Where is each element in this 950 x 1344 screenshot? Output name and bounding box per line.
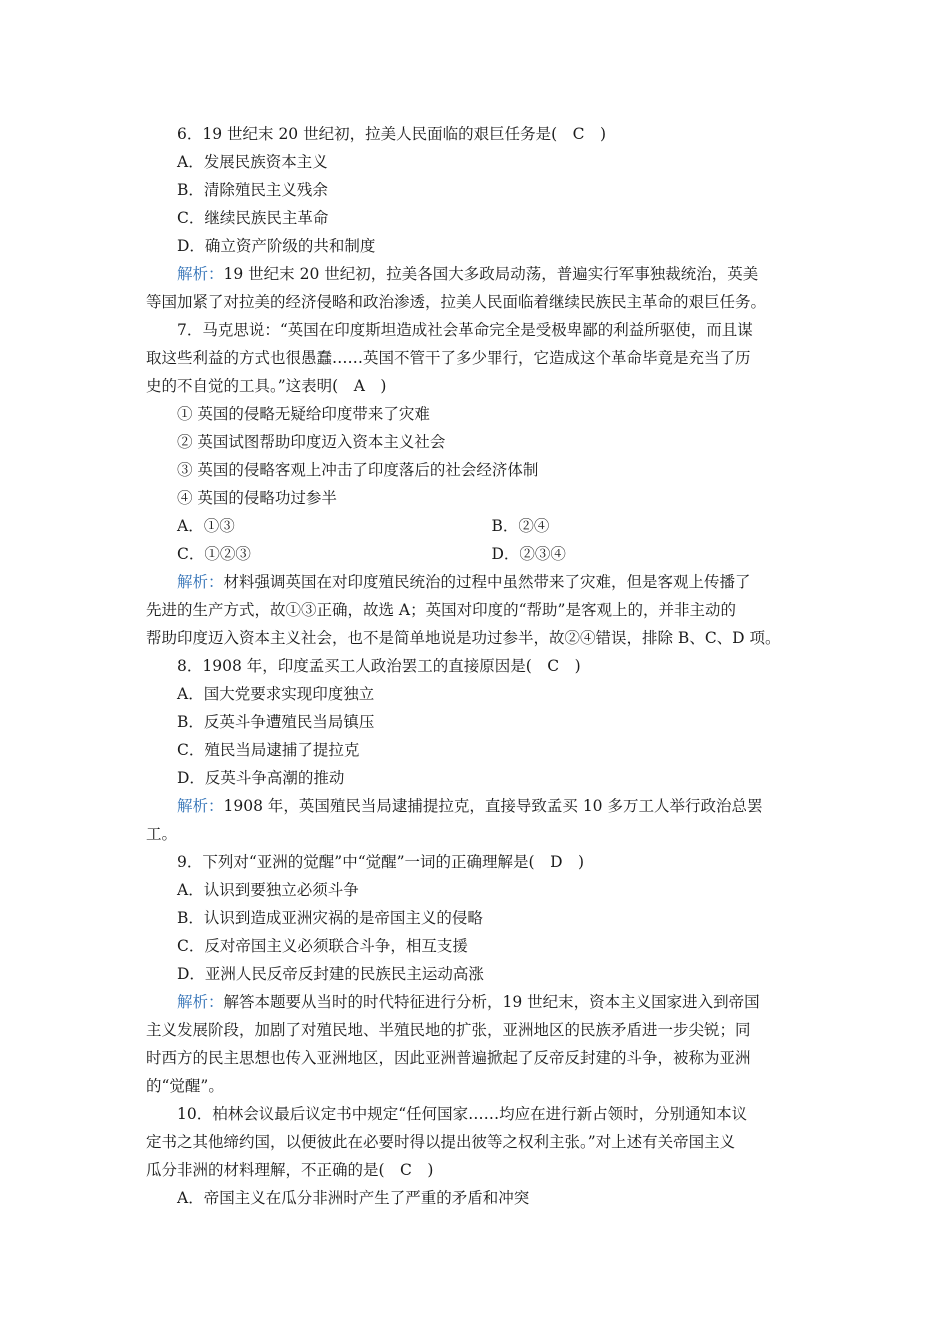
option-a: A．认识到要独立必须斗争: [177, 881, 359, 899]
question-stem: 定书之其他缔约国，以便彼此在必要时得以提出彼等之权利主张。”对上述有关帝国主义: [146, 1133, 736, 1151]
question-6: [146, 120, 806, 316]
option-row: [146, 540, 806, 568]
statement-1: ① 英国的侵略无疑给印度带来了灾难: [177, 405, 430, 423]
option-d: D．②③④: [491, 545, 566, 563]
option-a: A．国大党要求实现印度独立: [177, 685, 375, 703]
statement-2: ② 英国试图帮助印度迈入资本主义社会: [177, 433, 446, 451]
analysis-line: 时西方的民主思想也传入亚洲地区，因此亚洲普遍掀起了反帝反封建的斗争，被称为亚洲: [146, 1049, 751, 1067]
question-stem: 10．柏林会议最后议定书中规定“任何国家……均应在进行新占领时，分别通知本议: [177, 1105, 748, 1123]
question-stem: 7．马克思说：“英国在印度斯坦造成社会革命完全是受极卑鄙的利益所驱使，而且谋: [177, 321, 753, 339]
analysis-label: 解析：: [177, 265, 224, 283]
option-d: D．亚洲人民反帝反封建的民族民主运动高涨: [177, 965, 484, 983]
option-d: D．反英斗争高潮的推动: [177, 769, 345, 787]
option-b: B．认识到造成亚洲灾祸的是帝国主义的侵略: [177, 909, 483, 927]
statement-3: ③ 英国的侵略客观上冲击了印度落后的社会经济体制: [177, 461, 539, 479]
option-c: C．反对帝国主义必须联合斗争，相互支援: [177, 937, 468, 955]
option-a: A．发展民族资本主义: [177, 153, 328, 171]
question-stem: 6．19 世纪末 20 世纪初，拉美人民面临的艰巨任务是( C ): [177, 125, 607, 143]
analysis-line: 的“觉醒”。: [146, 1077, 224, 1095]
option-a: A．①③: [177, 517, 235, 535]
analysis-label: 解析：: [177, 797, 224, 815]
analysis-line: 工。: [146, 825, 178, 843]
document-page: [146, 120, 806, 1212]
question-stem: 9．下列对“亚洲的觉醒”中“觉醒”一词的正确理解是( D ): [177, 853, 585, 871]
question-10: [146, 1100, 806, 1212]
option-b: B．反英斗争遭殖民当局镇压: [177, 713, 375, 731]
option-d: D．确立资产阶级的共和制度: [177, 237, 376, 255]
statement-4: ④ 英国的侵略功过参半: [177, 489, 337, 507]
option-c: C．继续民族民主革命: [177, 209, 329, 227]
analysis-label: 解析：: [177, 993, 224, 1011]
option-c: C．①②③: [177, 545, 251, 563]
analysis-line: 解析：19 世纪末 20 世纪初，拉美各国大多政局动荡，普遍实行军事独裁统治，英美: [177, 265, 759, 283]
analysis-line: 等国加紧了对拉美的经济侵略和政治渗透，拉美人民面临着继续民族民主革命的艰巨任务。: [146, 293, 767, 311]
option-c: C．殖民当局逮捕了提拉克: [177, 741, 360, 759]
option-b: B．②④: [491, 517, 550, 535]
analysis-line: 主义发展阶段，加剧了对殖民地、半殖民地的扩张，亚洲地区的民族矛盾进一步尖锐；同: [146, 1021, 751, 1039]
question-stem: 取这些利益的方式也很愚蠢……英国不管干了多少罪行，它造成这个革命毕竟是充当了历: [146, 349, 751, 367]
analysis-line: 解析：1908 年，英国殖民当局逮捕提拉克，直接导致孟买 10 多万工人举行政治总罢: [177, 797, 763, 815]
question-7: [146, 316, 806, 652]
question-9: [146, 848, 806, 1100]
option-a: A．帝国主义在瓜分非洲时产生了严重的矛盾和冲突: [177, 1189, 530, 1207]
option-row: [146, 512, 806, 540]
option-b: B．清除殖民主义残余: [177, 181, 328, 199]
question-stem: 8．1908 年，印度孟买工人政治罢工的直接原因是( C ): [177, 657, 581, 675]
analysis-line: 解析：材料强调英国在对印度殖民统治的过程中虽然带来了灾难，但是客观上传播了: [177, 573, 751, 591]
question-8: [146, 652, 806, 848]
analysis-label: 解析：: [177, 573, 224, 591]
analysis-line: 解析：解答本题要从当时的时代特征进行分析，19 世纪末，资本主义国家进入到帝国: [177, 993, 760, 1011]
question-stem: 瓜分非洲的材料理解，不正确的是( C ): [146, 1161, 434, 1179]
question-stem: 史的不自觉的工具。”这表明( A ): [146, 377, 387, 395]
analysis-line: 帮助印度迈入资本主义社会，也不是简单地说是功过参半，故②④错误，排除 B、C、D 项。: [146, 629, 781, 647]
analysis-line: 先进的生产方式，故①③正确，故选 A；英国对印度的“帮助”是客观上的，并非主动的: [146, 601, 736, 619]
